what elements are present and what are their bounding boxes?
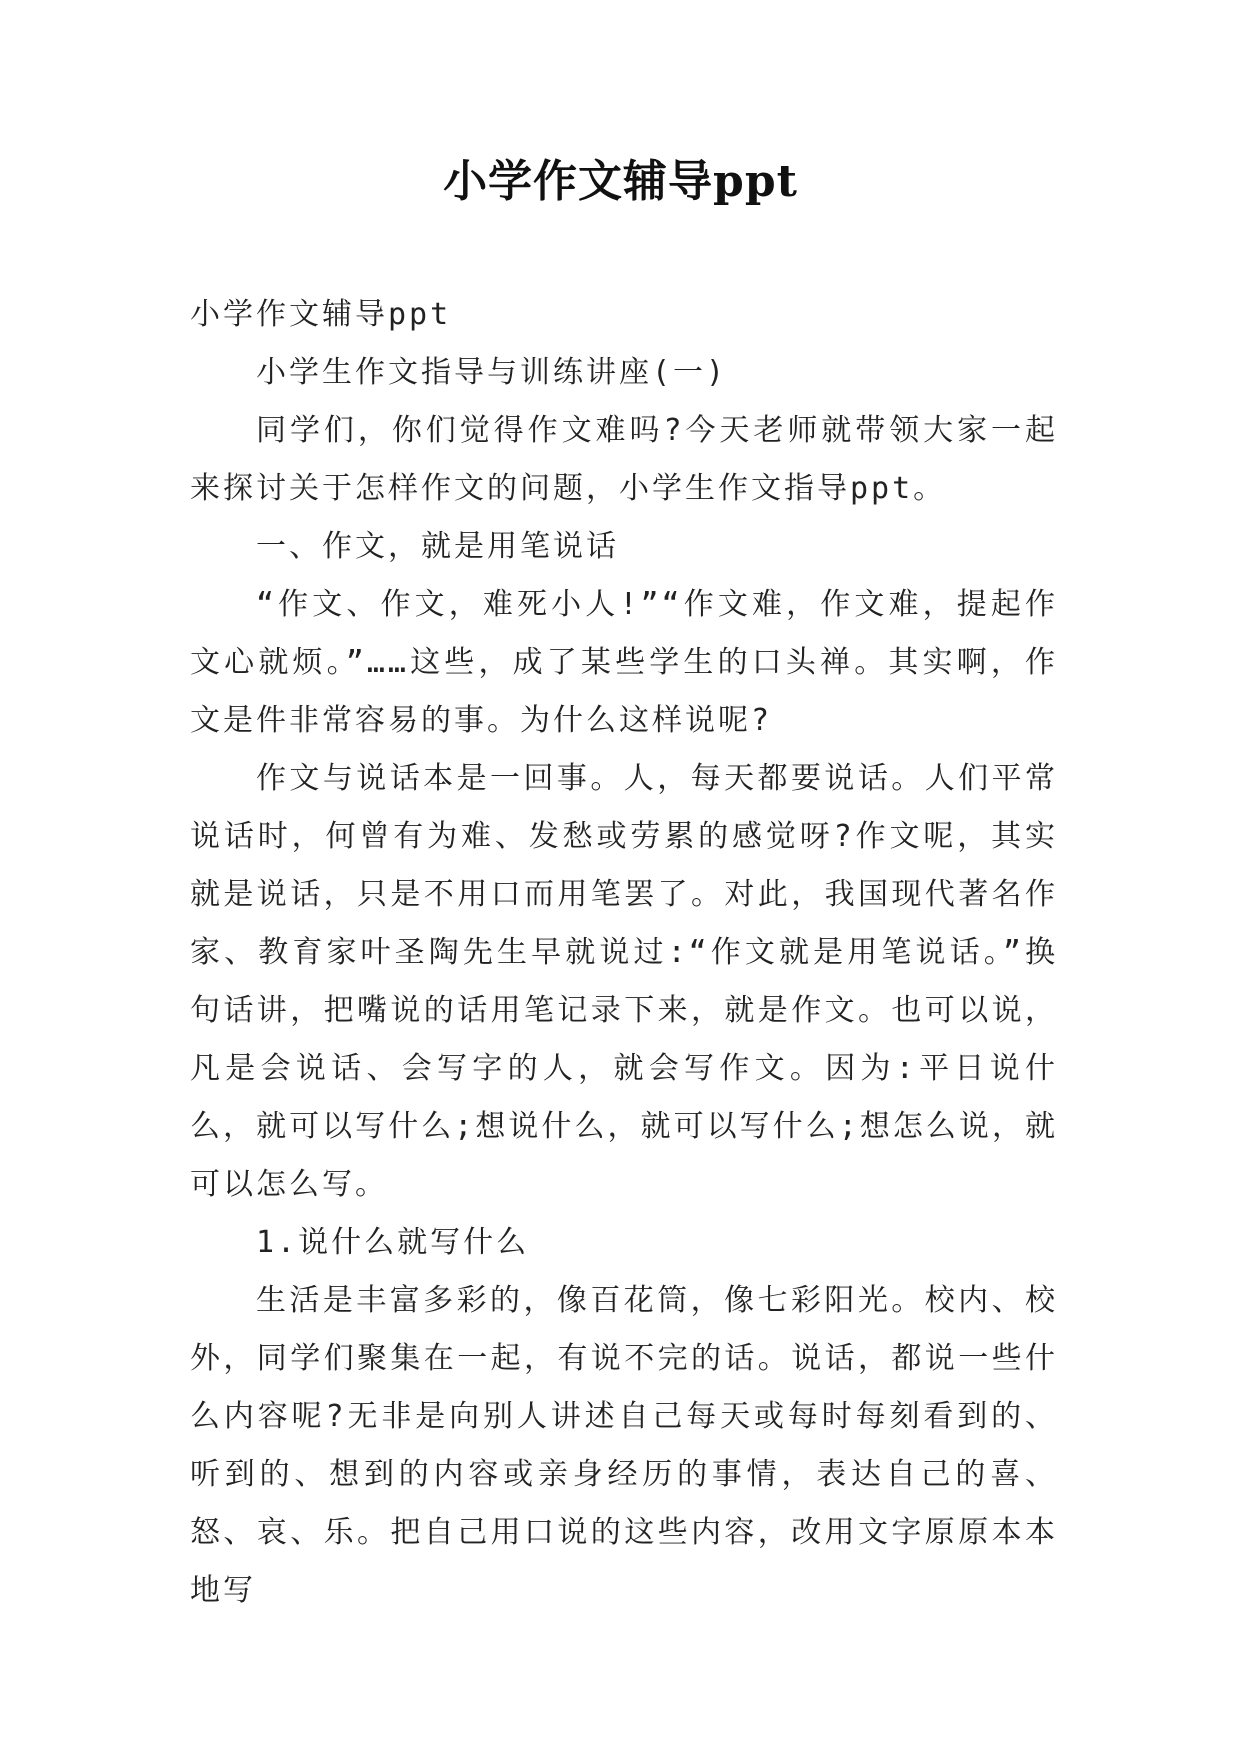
paragraph: 小学作文辅导ppt — [190, 297, 452, 332]
paragraph: 同学们，你们觉得作文难吗?今天老师就带领大家一起来探讨关于怎样作文的问题，小学生作文指导ppt。 — [190, 413, 1058, 506]
section-heading: 一、作文，就是用笔说话 — [256, 529, 619, 564]
document-body — [190, 286, 1058, 1620]
document-title: 小学作文辅导ppt — [443, 156, 798, 207]
paragraph: 小学生作文指导与训练讲座(一) — [256, 355, 728, 390]
paragraph: 作文与说话本是一回事。人，每天都要说话。人们平常说话时，何曾有为难、发愁或劳累的感觉呀?作文呢，其实就是说话，只是不用口而用笔罢了。对此，我国现代著名作家、教育家叶圣陶先生早就说过:“作文就是用笔说话。”换句话讲，把嘴说的话用笔记录下来，就是作文。也可以说，凡是会说话、会写字的人，就会写作文。因为:平日说什么，就可以写什么;想说什么，就可以写什么;想怎么说，就可以怎么写。 — [190, 761, 1058, 1202]
subsection-heading: 1.说什么就写什么 — [256, 1225, 530, 1260]
paragraph: 生活是丰富多彩的，像百花筒，像七彩阳光。校内、校外，同学们聚集在一起，有说不完的话。说话，都说一些什么内容呢?无非是向别人讲述自己每天或每时每刻看到的、听到的、想到的内容或亲身经历的事情，表达自己的喜、怒、哀、乐。把自己用口说的这些内容，改用文字原原本本地写 — [190, 1283, 1058, 1608]
paragraph: “作文、作文，难死小人!”“作文难，作文难，提起作文心就烦。”……这些，成了某些学生的口头禅。其实啊，作文是件非常容易的事。为什么这样说呢? — [190, 587, 1058, 738]
